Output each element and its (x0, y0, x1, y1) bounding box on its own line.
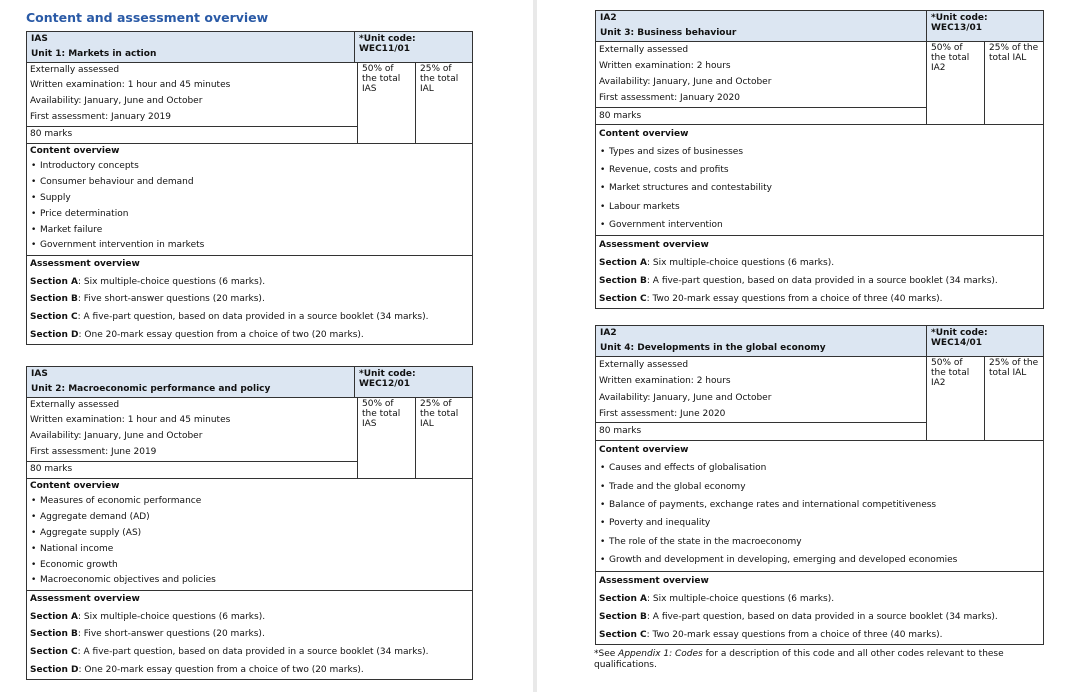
section-label: Section B (30, 629, 78, 640)
content-item: • Market structures and contestability (596, 179, 1043, 197)
weight-ial: 25% of the total IAL (989, 357, 1039, 379)
assessment-overview-heading: Assessment overview (30, 594, 140, 605)
detail-line: Externally assessed (599, 44, 689, 55)
section-label: Section B (599, 275, 647, 286)
unit-code-cell (355, 32, 472, 62)
section-text: : One 20-mark essay question from a choice of two (20 marks). (78, 664, 364, 675)
unit-code-label: *Unit code: (359, 34, 416, 44)
assessment-section (27, 662, 472, 680)
assessment-overview (596, 572, 1043, 645)
detail-line: Availability: January, June and October (30, 96, 203, 107)
section-label: Section A (599, 257, 647, 268)
unit-title: Unit 4: Developments in the global economy (600, 343, 826, 354)
unit-1-table (26, 31, 473, 345)
content-list (596, 143, 1043, 234)
unit-header (27, 367, 472, 398)
unit-code-cell (927, 326, 1043, 356)
unit-header (596, 11, 1043, 42)
content-item: • National income (27, 542, 472, 558)
weight-level: 50% of the total IA2 (927, 357, 985, 440)
section-label: Section B (30, 294, 78, 305)
unit-details (596, 357, 1043, 441)
weight-level: 50% of the total IAS (358, 398, 416, 478)
section-label: Section C (599, 293, 647, 304)
unit-marks: 80 marks (27, 461, 357, 478)
unit-title: Unit 1: Markets in action (31, 49, 157, 60)
section-text: : Six multiple-choice questions (6 marks). (647, 257, 835, 268)
unit-code-cell (927, 11, 1043, 41)
unit-title: Unit 3: Business behaviour (600, 28, 737, 39)
section-text: : Five short-answer questions (20 marks). (77, 294, 265, 305)
detail-line: First assessment: June 2019 (30, 447, 157, 458)
content-item: • The role of the state in the macroeconomy (596, 533, 1043, 551)
section-text: : Six multiple-choice questions (6 marks). (78, 276, 266, 287)
section-text: : A five-part question, based on data provided in a source booklet (34 marks). (77, 647, 429, 658)
unit-2-table (26, 366, 473, 680)
unit-marks: 80 marks (596, 107, 926, 124)
content-overview (27, 479, 472, 592)
unit-code-cell (355, 367, 472, 397)
content-item: • Measures of economic performance (27, 494, 472, 510)
unit-marks: 80 marks (596, 422, 926, 439)
assessment-overview (27, 256, 472, 344)
page-heading: Content and assessment overview (26, 10, 269, 25)
unit-header-left (596, 11, 927, 41)
unit-code: WEC14/01 (931, 338, 983, 349)
unit-level: IA2 (600, 328, 617, 338)
detail-line: Written examination: 2 hours (599, 60, 731, 71)
assessment-section (596, 290, 1043, 308)
content-item: • Macroeconomic objectives and policies (27, 573, 472, 589)
assessment-section (596, 254, 1043, 272)
assessment-overview (596, 236, 1043, 308)
footnote (594, 649, 1044, 671)
section-label: Section A (30, 611, 78, 622)
content-item: • Causes and effects of globalisation (596, 459, 1043, 477)
weight-ial: 25% of the total IAL (420, 63, 459, 95)
unit-details-list (596, 357, 927, 440)
section-label: Section B (599, 611, 647, 622)
section-label: Section C (30, 312, 78, 323)
section-text: : A five-part question, based on data provided in a source booklet (34 marks). (77, 312, 429, 323)
weight-ial: 25% of the total IAL (420, 398, 459, 430)
content-list (596, 459, 1043, 569)
weight-level: 50% of the total IAS (358, 63, 416, 143)
content-item: • Trade and the global economy (596, 478, 1043, 496)
section-text: : Five short-answer questions (20 marks). (77, 629, 265, 640)
footnote-suffix: for a description of this code and all other codes relevant to these qualifications. (594, 649, 1004, 670)
detail-line: First assessment: June 2020 (599, 408, 726, 419)
section-label: Section C (599, 630, 647, 641)
assessment-overview (27, 591, 472, 679)
weight-level: 50% of the total IA2 (927, 42, 985, 124)
assessment-overview-heading: Assessment overview (599, 239, 709, 250)
unit-details-list (27, 398, 358, 478)
section-text: : A five-part question, based on data provided in a source booklet (34 marks). (646, 275, 998, 286)
unit-code-label: *Unit code: (931, 328, 988, 338)
unit-header (596, 326, 1043, 357)
section-label: Section D (30, 329, 79, 340)
content-item: • Market failure (27, 223, 472, 239)
content-overview-heading: Content overview (30, 145, 120, 156)
content-overview (27, 144, 472, 257)
assessment-section (27, 626, 472, 644)
detail-line: Availability: January, June and October (30, 431, 203, 442)
unit-code-label: *Unit code: (931, 13, 988, 23)
section-label: Section D (30, 664, 79, 675)
assessment-section (27, 609, 472, 627)
content-item: • Balance of payments, exchange rates and international competitiveness (596, 496, 1043, 514)
unit-level: IAS (31, 34, 48, 44)
unit-header-left (27, 367, 355, 397)
content-item: • Supply (27, 191, 472, 207)
detail-line: Externally assessed (599, 359, 689, 370)
content-item: • Introductory concepts (27, 159, 472, 175)
content-overview (596, 125, 1043, 236)
footnote-prefix: *See (594, 649, 619, 659)
unit-header-left (27, 32, 355, 62)
detail-line: Written examination: 1 hour and 45 minutes (30, 80, 231, 91)
content-item: • Poverty and inequality (596, 514, 1043, 532)
content-item: • Aggregate demand (AD) (27, 510, 472, 526)
detail-line: Externally assessed (30, 64, 120, 75)
content-item: • Revenue, costs and profits (596, 161, 1043, 179)
unit-details (27, 398, 472, 479)
unit-details-list (596, 42, 927, 124)
section-text: : A five-part question, based on data provided in a source booklet (34 marks). (646, 611, 998, 622)
section-text: : Six multiple-choice questions (6 marks). (647, 593, 835, 604)
assessment-section (27, 291, 472, 309)
assessment-section (27, 644, 472, 662)
detail-line: First assessment: January 2020 (599, 93, 740, 104)
unit-code: WEC11/01 (359, 44, 411, 55)
unit-details (596, 42, 1043, 125)
footnote-link[interactable]: Appendix 1: Codes (618, 649, 703, 659)
detail-line: Availability: January, June and October (599, 77, 772, 88)
unit-code: WEC13/01 (931, 23, 983, 34)
section-text: : Two 20-mark essay questions from a choice of three (40 marks). (646, 293, 943, 304)
detail-line: Availability: January, June and October (599, 392, 772, 403)
assessment-section (27, 274, 472, 292)
content-item: • Labour markets (596, 198, 1043, 216)
detail-line: Written examination: 2 hours (599, 376, 731, 387)
content-item: • Aggregate supply (AS) (27, 526, 472, 542)
assessment-section (27, 309, 472, 327)
detail-line: First assessment: January 2019 (30, 112, 171, 123)
section-text: : Six multiple-choice questions (6 marks). (78, 611, 266, 622)
content-list (27, 159, 472, 254)
detail-line: Written examination: 1 hour and 45 minutes (30, 415, 231, 426)
unit-level: IA2 (600, 13, 617, 23)
unit-header (27, 32, 472, 63)
assessment-section (27, 327, 472, 345)
unit-marks: 80 marks (27, 126, 357, 143)
unit-3-table (595, 10, 1044, 309)
unit-code-label: *Unit code: (359, 369, 416, 379)
content-list (27, 494, 472, 589)
unit-level: IAS (31, 369, 48, 379)
assessment-section (596, 272, 1043, 290)
assessment-overview-heading: Assessment overview (599, 575, 709, 586)
content-item: • Government intervention in markets (27, 238, 472, 254)
content-item: • Price determination (27, 207, 472, 223)
content-overview-heading: Content overview (599, 444, 689, 455)
assessment-overview-heading: Assessment overview (30, 259, 140, 270)
detail-line: Externally assessed (30, 399, 120, 410)
section-label: Section A (30, 276, 78, 287)
unit-4-table (595, 325, 1044, 645)
unit-title: Unit 2: Macroeconomic performance and policy (31, 384, 271, 395)
assessment-section (596, 608, 1043, 626)
weight-ial: 25% of the total IAL (989, 42, 1039, 64)
unit-code: WEC12/01 (359, 379, 411, 390)
assessment-section (596, 590, 1043, 608)
section-label: Section C (30, 647, 78, 658)
content-overview-heading: Content overview (599, 128, 689, 139)
content-item: • Consumer behaviour and demand (27, 175, 472, 191)
unit-details (27, 63, 472, 144)
section-label: Section A (599, 593, 647, 604)
content-item: • Growth and development in developing, emerging and developed economies (596, 551, 1043, 569)
content-overview-heading: Content overview (30, 480, 120, 491)
content-overview (596, 441, 1043, 572)
content-item: • Government intervention (596, 216, 1043, 234)
assessment-section (596, 626, 1043, 644)
unit-details-list (27, 63, 358, 143)
section-text: : One 20-mark essay question from a choice of two (20 marks). (78, 329, 364, 340)
unit-header-left (596, 326, 927, 356)
section-text: : Two 20-mark essay questions from a choice of three (40 marks). (646, 630, 943, 641)
content-item: • Types and sizes of businesses (596, 143, 1043, 161)
content-item: • Economic growth (27, 558, 472, 574)
